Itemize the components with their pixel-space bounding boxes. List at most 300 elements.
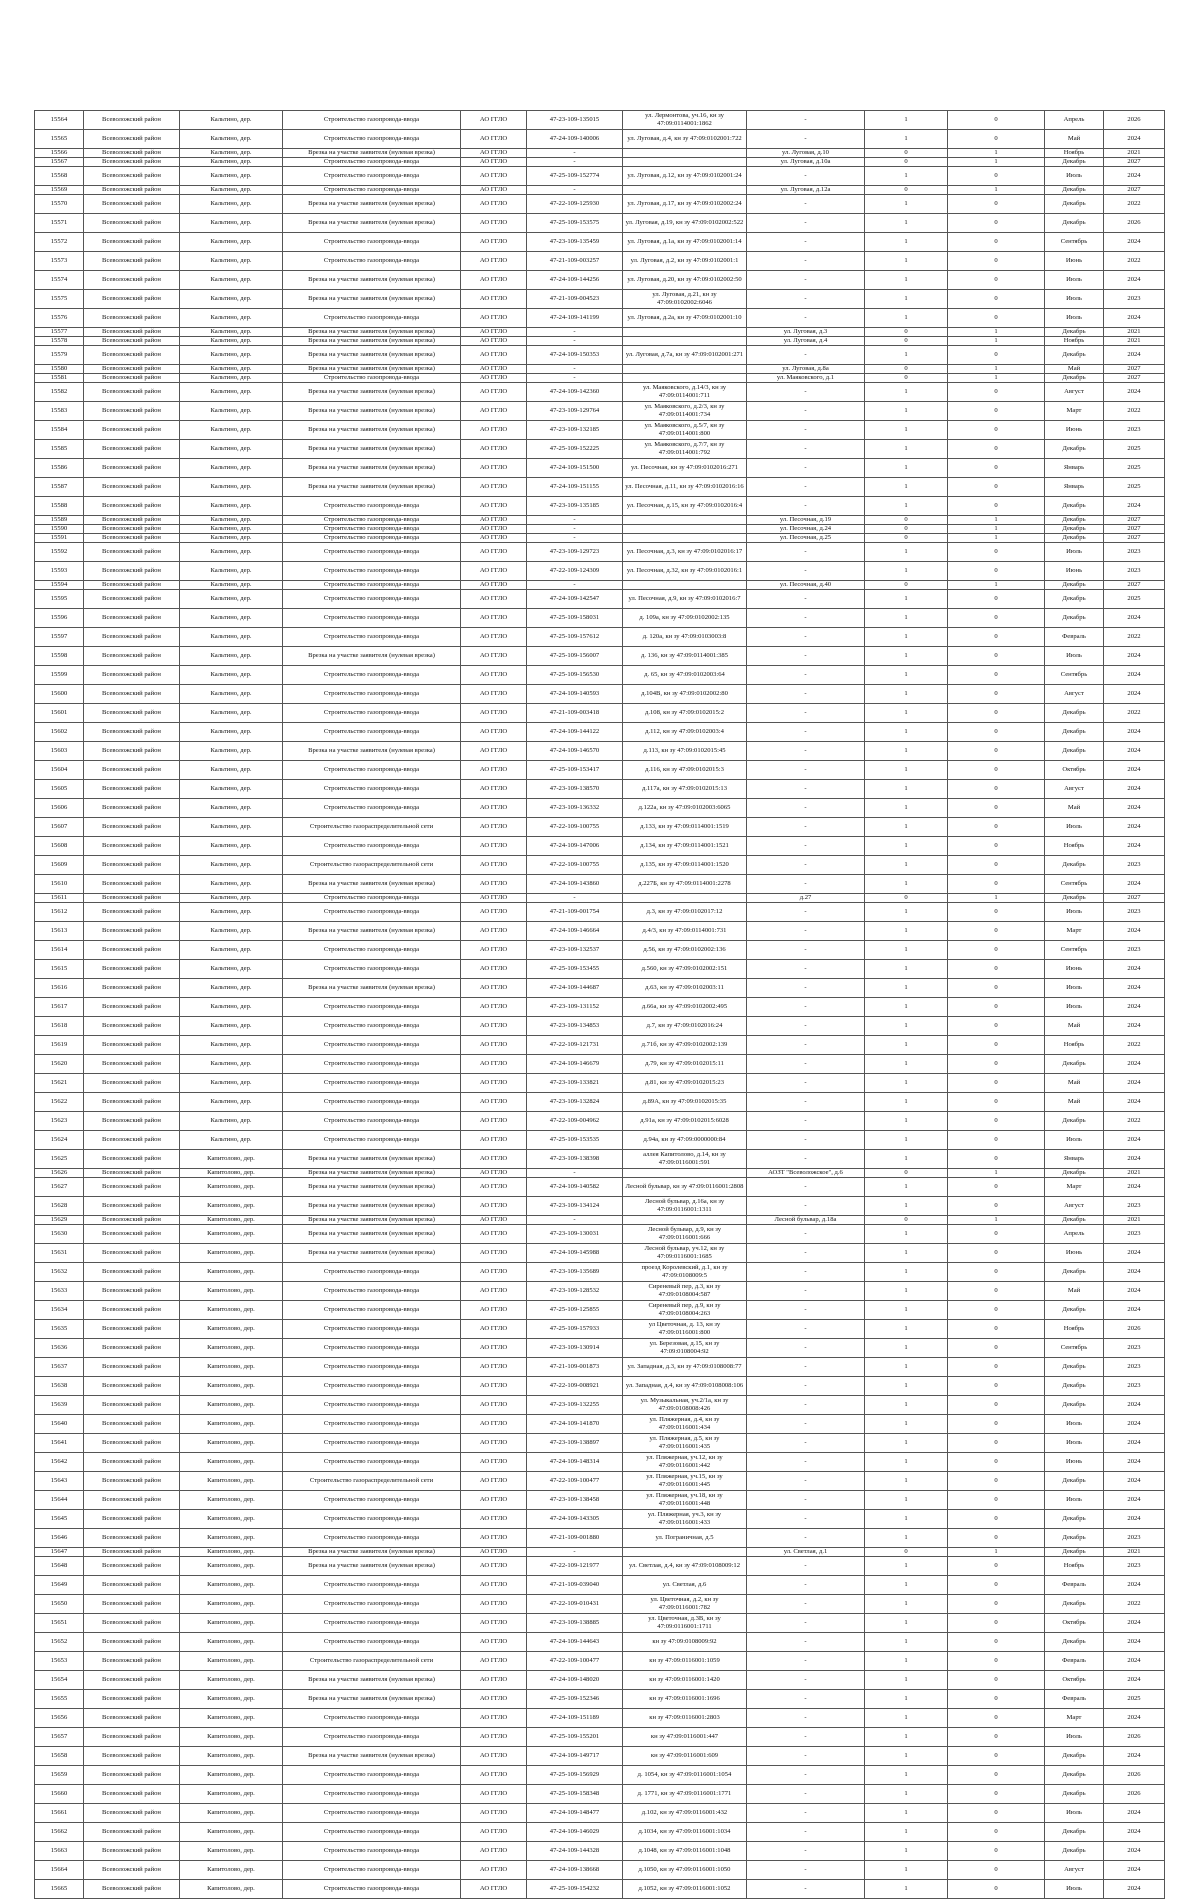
district-cell: Всеволожский район [84,271,180,290]
count-b-cell: 0 [948,459,1045,478]
object-address-cell: - [747,402,865,421]
work-type-cell: Врезка на участке заявителя (нулевая врезка) [283,1150,461,1169]
count-b-cell: 0 [948,1131,1045,1150]
work-type-cell: Строительство газопровода-ввода [283,252,461,271]
application-number-cell: 47-25-109-153455 [527,960,623,979]
work-type-cell: Строительство газопровода-ввода [283,1112,461,1131]
application-number-cell: 47-22-109-100477 [527,1652,623,1671]
address-cell: ул. Западная, д.3, кн зу 47:09:0108008:77 [623,1358,747,1377]
work-type-cell: Врезка на участке заявителя (нулевая врезка) [283,478,461,497]
month-cell: Июль [1045,1491,1104,1510]
application-number-cell: 47-24-109-141870 [527,1415,623,1434]
district-cell: Всеволожский район [84,534,180,543]
address-cell: д.1048, кн зу 47:09:0116001:1048 [623,1842,747,1861]
work-type-cell: Строительство газопровода-ввода [283,1055,461,1074]
object-address-cell: - [747,1671,865,1690]
month-cell: Декабрь [1045,894,1104,903]
work-type-cell: Врезка на участке заявителя (нулевая врезка) [283,1244,461,1263]
month-cell: Октябрь [1045,1614,1104,1633]
application-number-cell: 47-24-109-146679 [527,1055,623,1074]
table-row [35,402,1165,421]
work-type-cell: Врезка на участке заявителя (нулевая врезка) [283,1178,461,1197]
count-a-cell: 1 [865,875,948,894]
table-row [35,525,1165,534]
table-row [35,534,1165,543]
table-row [35,1339,1165,1358]
row-number-cell: 15612 [35,903,84,922]
count-b-cell: 0 [948,903,1045,922]
application-number-cell: 47-24-109-144328 [527,1842,623,1861]
work-type-cell: Врезка на участке заявителя (нулевая врезка) [283,337,461,346]
count-b-cell: 0 [948,818,1045,837]
year-cell: 2024 [1104,1491,1165,1510]
address-cell: ул. Маяковского, д.2/3, кн зу 47:09:0114001:734 [623,402,747,421]
address-cell: д. 1054, кн зу 47:09:0116001:1054 [623,1766,747,1785]
application-number-cell: 47-23-109-138897 [527,1434,623,1453]
count-b-cell: 0 [948,742,1045,761]
count-b-cell: 0 [948,1074,1045,1093]
count-b-cell: 0 [948,1055,1045,1074]
application-number-cell: 47-24-109-149717 [527,1747,623,1766]
application-number-cell: 47-21-109-001873 [527,1358,623,1377]
month-cell: Ноябрь [1045,1036,1104,1055]
district-cell: Всеволожский район [84,590,180,609]
work-type-cell: Строительство газораспределительной сети [283,818,461,837]
organization-cell: АО ГГЛО [461,1491,527,1510]
row-number-cell: 15586 [35,459,84,478]
month-cell: Ноябрь [1045,1320,1104,1339]
year-cell: 2025 [1104,478,1165,497]
district-cell: Всеволожский район [84,111,180,130]
address-cell: д.56, кн зу 47:09:0102002:136 [623,941,747,960]
month-cell: Декабрь [1045,1472,1104,1491]
organization-cell: АО ГГЛО [461,1766,527,1785]
count-a-cell: 1 [865,1178,948,1197]
organization-cell: АО ГГЛО [461,337,527,346]
application-number-cell: 47-23-109-131152 [527,998,623,1017]
object-address-cell: - [747,1595,865,1614]
district-cell: Всеволожский район [84,1396,180,1415]
year-cell: 2024 [1104,1055,1165,1074]
district-cell: Всеволожский район [84,1633,180,1652]
count-b-cell: 0 [948,497,1045,516]
object-address-cell: - [747,562,865,581]
locality-cell: Кальтино, дер. [180,704,283,723]
address-cell: д.1034, кн зу 47:09:0116001:1034 [623,1823,747,1842]
year-cell: 2024 [1104,979,1165,998]
address-cell [623,186,747,195]
year-cell: 2022 [1104,1112,1165,1131]
application-number-cell: 47-24-109-141199 [527,309,623,328]
address-cell: ул. Песочная, д.15, кн зу 47:09:0102016:4 [623,497,747,516]
application-number-cell: 47-21-109-003418 [527,704,623,723]
organization-cell: АО ГГЛО [461,1804,527,1823]
object-address-cell: - [747,1728,865,1747]
month-cell: Май [1045,130,1104,149]
count-a-cell: 1 [865,252,948,271]
count-b-cell: 0 [948,1785,1045,1804]
count-a-cell: 1 [865,562,948,581]
count-a-cell: 1 [865,922,948,941]
district-cell: Всеволожский район [84,1861,180,1880]
locality-cell: Кальтино, дер. [180,516,283,525]
row-number-cell: 15594 [35,581,84,590]
work-type-cell: Строительство газопровода-ввода [283,1036,461,1055]
locality-cell: Кальтино, дер. [180,581,283,590]
row-number-cell: 15653 [35,1652,84,1671]
count-a-cell: 1 [865,271,948,290]
locality-cell: Кальтино, дер. [180,856,283,875]
locality-cell: Кальтино, дер. [180,421,283,440]
address-cell: Сиреневый пер, д.9, кн зу 47:09:0108004:263 [623,1301,747,1320]
object-address-cell: - [747,1472,865,1491]
year-cell: 2023 [1104,941,1165,960]
row-number-cell: 15595 [35,590,84,609]
year-cell: 2027 [1104,516,1165,525]
object-address-cell: - [747,922,865,941]
object-address-cell: - [747,543,865,562]
organization-cell: АО ГГЛО [461,1178,527,1197]
count-b-cell: 0 [948,543,1045,562]
row-number-cell: 15645 [35,1510,84,1529]
object-address-cell: - [747,1339,865,1358]
row-number-cell: 15659 [35,1766,84,1785]
year-cell: 2024 [1104,383,1165,402]
table-row [35,581,1165,590]
year-cell: 2021 [1104,328,1165,337]
table-row [35,998,1165,1017]
row-number-cell: 15652 [35,1633,84,1652]
organization-cell: АО ГГЛО [461,290,527,309]
year-cell: 2021 [1104,337,1165,346]
row-number-cell: 15649 [35,1576,84,1595]
application-number-cell: 47-23-109-128532 [527,1282,623,1301]
table-row [35,903,1165,922]
locality-cell: Кальтино, дер. [180,233,283,252]
count-b-cell: 1 [948,158,1045,167]
organization-cell: АО ГГЛО [461,1614,527,1633]
count-b-cell: 0 [948,685,1045,704]
locality-cell: Капитолово, дер. [180,1377,283,1396]
count-a-cell: 1 [865,1074,948,1093]
locality-cell: Капитолово, дер. [180,1804,283,1823]
year-cell: 2024 [1104,130,1165,149]
district-cell: Всеволожский район [84,233,180,252]
work-type-cell: Строительство газопровода-ввода [283,516,461,525]
table-row [35,922,1165,941]
locality-cell: Капитолово, дер. [180,1491,283,1510]
locality-cell: Кальтино, дер. [180,543,283,562]
table-row [35,1178,1165,1197]
application-number-cell: 47-24-109-140006 [527,130,623,149]
month-cell: Июль [1045,903,1104,922]
year-cell: 2023 [1104,1197,1165,1216]
district-cell: Всеволожский район [84,1709,180,1728]
object-address-cell: - [747,998,865,1017]
locality-cell: Кальтино, дер. [180,478,283,497]
row-number-cell: 15610 [35,875,84,894]
address-cell: кн зу 47:09:0116001:1059 [623,1652,747,1671]
count-b-cell: 0 [948,1244,1045,1263]
count-b-cell: 0 [948,1842,1045,1861]
year-cell: 2024 [1104,742,1165,761]
organization-cell: АО ГГЛО [461,979,527,998]
address-cell: ул. Пограничная, д.5 [623,1529,747,1548]
address-cell [623,1216,747,1225]
organization-cell: АО ГГЛО [461,685,527,704]
district-cell: Всеволожский район [84,742,180,761]
locality-cell: Кальтино, дер. [180,290,283,309]
row-number-cell: 15571 [35,214,84,233]
district-cell: Всеволожский район [84,1131,180,1150]
address-cell: Лесной бульвар, д.16а, кн зу 47:09:0116001:1311 [623,1197,747,1216]
count-b-cell: 0 [948,780,1045,799]
table-row [35,1453,1165,1472]
month-cell: Февраль [1045,628,1104,647]
organization-cell: АО ГГЛО [461,516,527,525]
year-cell: 2022 [1104,628,1165,647]
count-a-cell: 1 [865,761,948,780]
organization-cell: АО ГГЛО [461,837,527,856]
year-cell: 2023 [1104,856,1165,875]
year-cell: 2024 [1104,1652,1165,1671]
locality-cell: Кальтино, дер. [180,149,283,158]
object-address-cell: - [747,1557,865,1576]
application-number-cell: - [527,1548,623,1557]
work-type-cell: Врезка на участке заявителя (нулевая врезка) [283,1671,461,1690]
work-type-cell: Строительство газопровода-ввода [283,941,461,960]
address-cell: ул. Пляжерная, уч.3, кн зу 47:09:0116001:433 [623,1510,747,1529]
organization-cell: АО ГГЛО [461,1339,527,1358]
district-cell: Всеволожский район [84,1728,180,1747]
organization-cell: АО ГГЛО [461,1576,527,1595]
organization-cell: АО ГГЛО [461,233,527,252]
district-cell: Всеволожский район [84,497,180,516]
district-cell: Всеволожский район [84,1093,180,1112]
district-cell: Всеволожский район [84,903,180,922]
object-address-cell: - [747,1614,865,1633]
object-address-cell: - [747,1358,865,1377]
month-cell: Декабрь [1045,1216,1104,1225]
year-cell: 2024 [1104,1178,1165,1197]
count-b-cell: 0 [948,1576,1045,1595]
row-number-cell: 15611 [35,894,84,903]
locality-cell: Кальтино, дер. [180,167,283,186]
locality-cell: Кальтино, дер. [180,780,283,799]
district-cell: Всеволожский район [84,186,180,195]
application-number-cell: 47-25-109-156530 [527,666,623,685]
table-row [35,1548,1165,1557]
row-number-cell: 15598 [35,647,84,666]
address-cell: ул. Светлая, д.6 [623,1576,747,1595]
month-cell: Февраль [1045,1652,1104,1671]
district-cell: Всеволожский район [84,1472,180,1491]
month-cell: Октябрь [1045,761,1104,780]
application-number-cell: 47-25-109-157933 [527,1320,623,1339]
object-address-cell: - [747,979,865,998]
month-cell: Февраль [1045,1690,1104,1709]
row-number-cell: 15660 [35,1785,84,1804]
year-cell: 2027 [1104,365,1165,374]
locality-cell: Капитолово, дер. [180,1690,283,1709]
application-number-cell: 47-22-109-100755 [527,856,623,875]
organization-cell: АО ГГЛО [461,894,527,903]
organization-cell: АО ГГЛО [461,1434,527,1453]
table-row [35,1197,1165,1216]
work-type-cell: Врезка на участке заявителя (нулевая врезка) [283,149,461,158]
year-cell: 2022 [1104,1595,1165,1614]
row-number-cell: 15568 [35,167,84,186]
object-address-cell: - [747,1766,865,1785]
organization-cell: АО ГГЛО [461,1823,527,1842]
organization-cell: АО ГГЛО [461,440,527,459]
count-a-cell: 0 [865,186,948,195]
month-cell: Сентябрь [1045,666,1104,685]
table-row [35,346,1165,365]
address-cell: ул. Песочная, кн зу 47:09:0102016:271 [623,459,747,478]
year-cell: 2024 [1104,1671,1165,1690]
count-b-cell: 0 [948,1320,1045,1339]
table-row [35,1576,1165,1595]
locality-cell: Кальтино, дер. [180,742,283,761]
address-cell: д.112, кн зу 47:09:0102003:4 [623,723,747,742]
application-number-cell: 47-22-109-100477 [527,1472,623,1491]
address-cell: ул. Западная, д.4, кн зу 47:09:0108008:106 [623,1377,747,1396]
application-number-cell: 47-23-109-135015 [527,111,623,130]
organization-cell: АО ГГЛО [461,1557,527,1576]
count-a-cell: 1 [865,1491,948,1510]
object-address-cell: - [747,1747,865,1766]
count-b-cell: 0 [948,979,1045,998]
district-cell: Всеволожский район [84,1557,180,1576]
count-b-cell: 0 [948,1510,1045,1529]
row-number-cell: 15622 [35,1093,84,1112]
year-cell: 2024 [1104,1861,1165,1880]
work-type-cell: Строительство газопровода-ввода [283,1614,461,1633]
address-cell [623,525,747,534]
row-number-cell: 15608 [35,837,84,856]
object-address-cell: - [747,1861,865,1880]
work-type-cell: Врезка на участке заявителя (нулевая врезка) [283,271,461,290]
district-cell: Всеволожский район [84,478,180,497]
count-a-cell: 1 [865,440,948,459]
application-number-cell: 47-23-109-132255 [527,1396,623,1415]
row-number-cell: 15597 [35,628,84,647]
organization-cell: АО ГГЛО [461,459,527,478]
work-type-cell: Строительство газопровода-ввода [283,1320,461,1339]
district-cell: Всеволожский район [84,383,180,402]
row-number-cell: 15592 [35,543,84,562]
work-type-cell: Врезка на участке заявителя (нулевая врезка) [283,1197,461,1216]
year-cell: 2025 [1104,590,1165,609]
address-cell: Лесной бульвар, д.9, кн зу 47:09:0116001:666 [623,1225,747,1244]
count-b-cell: 1 [948,337,1045,346]
address-cell: д.4/3, кн зу 47:09:0114001:731 [623,922,747,941]
row-number-cell: 15565 [35,130,84,149]
table-row [35,383,1165,402]
row-number-cell: 15624 [35,1131,84,1150]
year-cell: 2024 [1104,875,1165,894]
locality-cell: Капитолово, дер. [180,1472,283,1491]
object-address-cell: - [747,1320,865,1339]
year-cell: 2022 [1104,402,1165,421]
locality-cell: Капитолово, дер. [180,1197,283,1216]
district-cell: Всеволожский район [84,337,180,346]
district-cell: Всеволожский район [84,290,180,309]
organization-cell: АО ГГЛО [461,1320,527,1339]
table-row [35,894,1165,903]
address-cell: кн зу 47:09:0108009:92 [623,1633,747,1652]
address-cell: д.7, кн зу 47:09:0102016:24 [623,1017,747,1036]
row-number-cell: 15663 [35,1842,84,1861]
month-cell: Июль [1045,543,1104,562]
address-cell: ул. Пляжерная, уч.18, кн зу 47:09:0116001:448 [623,1491,747,1510]
count-a-cell: 1 [865,1880,948,1899]
application-number-cell: 47-25-109-152346 [527,1690,623,1709]
month-cell: Август [1045,1861,1104,1880]
row-number-cell: 15606 [35,799,84,818]
address-cell [623,1548,747,1557]
organization-cell: АО ГГЛО [461,1017,527,1036]
count-a-cell: 1 [865,1709,948,1728]
count-b-cell: 0 [948,1093,1045,1112]
table-row [35,497,1165,516]
table-row [35,328,1165,337]
month-cell: Декабрь [1045,440,1104,459]
work-type-cell: Врезка на участке заявителя (нулевая врезка) [283,647,461,666]
count-a-cell: 1 [865,1112,948,1131]
district-cell: Всеволожский район [84,1491,180,1510]
district-cell: Всеволожский район [84,1415,180,1434]
count-a-cell: 1 [865,856,948,875]
object-address-cell: ул. Песочная, д.19 [747,516,865,525]
address-cell [623,337,747,346]
work-type-cell: Врезка на участке заявителя (нулевая врезка) [283,1225,461,1244]
organization-cell: АО ГГЛО [461,1244,527,1263]
application-number-cell: 47-23-109-135459 [527,233,623,252]
year-cell: 2027 [1104,525,1165,534]
organization-cell: АО ГГЛО [461,1282,527,1301]
object-address-cell: ул. Луговая, д.10 [747,149,865,158]
district-cell: Всеволожский район [84,525,180,534]
month-cell: Декабрь [1045,1766,1104,1785]
address-cell: д.116, кн зу 47:09:0102015:3 [623,761,747,780]
work-type-cell: Строительство газопровода-ввода [283,723,461,742]
table-row [35,1766,1165,1785]
count-b-cell: 1 [948,581,1045,590]
count-b-cell: 0 [948,704,1045,723]
row-number-cell: 15590 [35,525,84,534]
table-row [35,214,1165,233]
table-row [35,780,1165,799]
count-b-cell: 0 [948,590,1045,609]
year-cell: 2026 [1104,1766,1165,1785]
count-b-cell: 0 [948,1728,1045,1747]
row-number-cell: 15617 [35,998,84,1017]
district-cell: Всеволожский район [84,346,180,365]
organization-cell: АО ГГЛО [461,186,527,195]
month-cell: Декабрь [1045,704,1104,723]
work-type-cell: Строительство газопровода-ввода [283,1766,461,1785]
year-cell: 2021 [1104,1548,1165,1557]
object-address-cell: - [747,1244,865,1263]
count-a-cell: 1 [865,346,948,365]
address-cell: ул. Пляжерная, д.4, кн зу 47:09:0116001:434 [623,1415,747,1434]
address-cell: д.133, кн зу 47:09:0114001:1519 [623,818,747,837]
organization-cell: АО ГГЛО [461,1595,527,1614]
year-cell: 2024 [1104,1614,1165,1633]
year-cell: 2025 [1104,459,1165,478]
